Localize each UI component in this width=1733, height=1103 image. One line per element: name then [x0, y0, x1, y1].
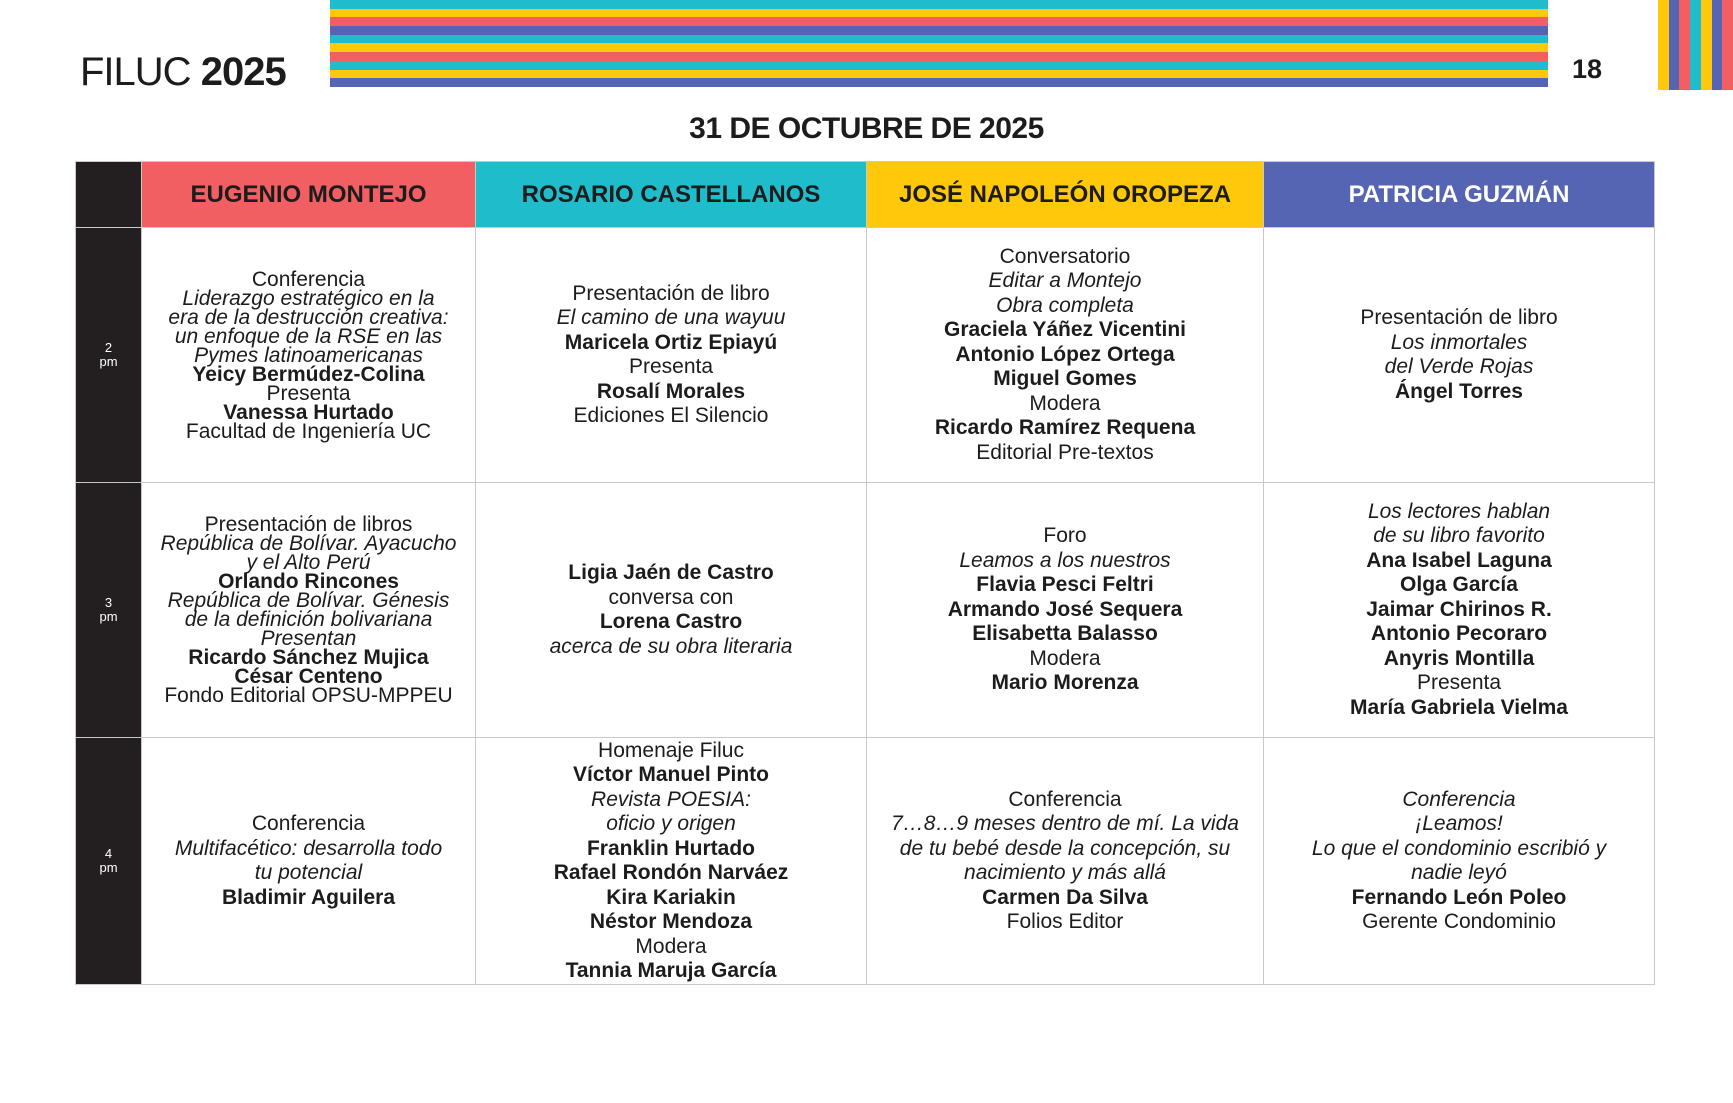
event-title-line: República de Bolívar. Ayacucho: [160, 532, 457, 555]
side-stripe: [1722, 0, 1733, 90]
event-title-line: Los inmortales: [1390, 330, 1528, 354]
event-text: conversa con: [608, 585, 734, 609]
event-text: Presentación de libro: [572, 281, 770, 305]
time-period: pm: [99, 354, 118, 369]
event-text: Modera: [635, 934, 707, 958]
event-title-line: República de Bolívar. Génesis: [167, 589, 450, 612]
event-participant: Flavia Pesci Feltri: [976, 573, 1154, 597]
event-cell: [142, 483, 476, 738]
event-title-line: Lo que el condominio escribió y: [1311, 836, 1607, 860]
event-participant: Kira Kariakin: [606, 885, 736, 909]
event-title-line: y el Alto Perú: [246, 551, 371, 574]
event-cell: [867, 738, 1264, 985]
stripe-band-line: [330, 35, 1548, 44]
event-title-line: Los lectores hablan: [1367, 499, 1551, 523]
event-text: Modera: [1029, 646, 1101, 670]
time-period: pm: [99, 609, 118, 624]
event-title-line: nadie leyó: [1411, 861, 1507, 884]
stripe-band-line: [330, 17, 1548, 26]
decorative-side-stripes: [1658, 0, 1733, 90]
event-participant: Antonio López Ortega: [955, 342, 1175, 366]
event-participant: Lorena Castro: [599, 610, 743, 633]
event-cell: [867, 483, 1264, 738]
event-title-line: Leamos a los nuestros: [959, 548, 1171, 572]
time-slot-row: [76, 228, 1655, 483]
venue-header-eugenio-montejo: EUGENIO MONTEJO: [142, 162, 476, 228]
side-stripe: [1690, 0, 1701, 90]
table-corner: [76, 162, 142, 228]
event-cell: [1264, 228, 1655, 483]
time-label: [76, 483, 142, 738]
side-stripe: [1701, 0, 1712, 90]
event-text: Foro: [1043, 524, 1087, 548]
event-participant: Maricela Ortiz Epiayú: [564, 330, 778, 354]
event-participant: Rafael Rondón Narváez: [553, 861, 789, 884]
event-participant: Néstor Mendoza: [589, 910, 753, 933]
event-text: Presentación de libros: [204, 513, 413, 536]
event-title-line: de la definición bolivariana: [184, 608, 433, 631]
event-participant: Ricardo Sánchez Mujica: [188, 646, 429, 669]
event-cell: [1264, 483, 1655, 738]
event-text: Folios Editor: [1006, 910, 1124, 933]
event-cell: [142, 228, 476, 483]
event-text: Ediciones El Silencio: [573, 404, 769, 427]
event-participant: Olga García: [1400, 573, 1518, 597]
event-participant: Ángel Torres: [1395, 379, 1523, 403]
event-title-line: era de la destrucción creativa:: [168, 305, 449, 329]
event-title-line: ¡Leamos!: [1415, 812, 1503, 835]
event-participant: Franklin Hurtado: [586, 836, 755, 860]
event-text: Editorial Pre-textos: [976, 440, 1154, 464]
event-title-line: Conferencia: [1402, 787, 1516, 811]
stripe-band-line: [330, 0, 1548, 9]
event-title-line: Presentan: [260, 627, 357, 650]
side-stripe: [1669, 0, 1680, 90]
time-label: [76, 738, 142, 985]
event-title-line: de tu bebé desde la concepción, su: [899, 836, 1231, 860]
event-title-line: Liderazgo estratégico en la: [182, 286, 435, 310]
schedule-date-title: 31 DE OCTUBRE DE 2025: [689, 112, 1044, 145]
event-text: Homenaje Filuc: [598, 738, 744, 762]
venue-header-patricia-guzman: PATRICIA GUZMÁN: [1264, 162, 1655, 228]
side-stripe: [1712, 0, 1723, 90]
stripe-band-line: [330, 52, 1548, 61]
stripe-band-line: [330, 78, 1548, 87]
event-participant: Bladimir Aguilera: [221, 885, 396, 909]
event-title-line: un enfoque de la RSE en las: [174, 324, 443, 348]
event-participant: Yeicy Bermúdez-Colina: [192, 362, 425, 386]
event-participant: María Gabriela Vielma: [1350, 695, 1568, 719]
event-text: Conversatorio: [999, 244, 1131, 268]
time-slot-row: [76, 738, 1655, 985]
stripe-band-line: [330, 26, 1548, 35]
event-text: Gerente Condominio: [1362, 910, 1556, 933]
event-text: Presenta: [1416, 671, 1502, 695]
event-text: Conferencia: [251, 267, 366, 291]
event-participant: Ricardo Ramírez Requena: [934, 416, 1196, 440]
event-title-line: Pymes latinoamericanas: [194, 343, 423, 367]
time-label: [76, 228, 142, 483]
event-cell: [867, 228, 1264, 483]
side-stripe: [1679, 0, 1690, 90]
event-participant: Rosalí Morales: [596, 379, 746, 403]
event-text: Conferencia: [1008, 787, 1122, 811]
event-cell: [476, 738, 867, 985]
event-participant: Carmen Da Silva: [982, 885, 1148, 909]
schedule-table: [75, 161, 1655, 985]
event-participant: Víctor Manuel Pinto: [572, 763, 769, 786]
event-participant: Fernando León Poleo: [1351, 885, 1567, 909]
side-stripe: [1658, 0, 1669, 90]
event-participant: Elisabetta Balasso: [972, 622, 1158, 646]
event-cell: [476, 483, 867, 738]
event-title-line: nacimiento y más allá: [964, 861, 1166, 884]
event-title-line: El camino de una wayuu: [556, 306, 786, 329]
event-cell: [476, 228, 867, 483]
venue-header-row: [76, 162, 1655, 228]
page-number: 18: [1572, 54, 1603, 84]
event-participant: Mario Morenza: [991, 671, 1139, 695]
event-text: Presenta: [628, 355, 714, 378]
event-participant: Tannia Maruja García: [565, 959, 777, 982]
event-participant: Antonio Pecoraro: [1370, 622, 1548, 646]
venue-header-jose-napoleon-oropeza: JOSÉ NAPOLEÓN OROPEZA: [867, 162, 1264, 228]
decorative-stripe-band: [330, 0, 1548, 87]
event-cell: [1264, 738, 1655, 985]
filuc-logo: [80, 50, 286, 95]
logo-text-light: FILUC: [80, 50, 191, 94]
time-hour: 2: [104, 340, 113, 355]
stripe-band-line: [330, 61, 1548, 70]
logo-text-bold: 2025: [200, 50, 286, 94]
event-participant: Ligia Jaén de Castro: [568, 561, 774, 584]
event-participant: Anyris Montilla: [1383, 646, 1535, 670]
event-title-line: Multifacético: desarrolla todo: [174, 836, 443, 860]
event-participant: Graciela Yáñez Vicentini: [943, 318, 1186, 342]
time-hour: 3: [104, 595, 113, 610]
stripe-band-line: [330, 43, 1548, 52]
event-cell: [142, 738, 476, 985]
event-participant: Jaimar Chirinos R.: [1366, 597, 1552, 621]
event-text: Modera: [1029, 391, 1101, 415]
event-participant: Vanessa Hurtado: [223, 400, 394, 424]
time-period: pm: [99, 860, 118, 875]
event-text: Facultad de Ingeniería UC: [185, 419, 432, 443]
event-title-line: de su libro favorito: [1373, 524, 1545, 548]
stripe-band-line: [330, 70, 1548, 79]
venue-header-rosario-castellanos: ROSARIO CASTELLANOS: [476, 162, 867, 228]
event-title-line: tu potencial: [254, 861, 363, 884]
event-participant: Ana Isabel Laguna: [1366, 548, 1552, 572]
event-title-line: acerca de su obra literaria: [549, 634, 793, 658]
event-participant: Orlando Rincones: [218, 570, 399, 593]
event-participant: César Centeno: [234, 665, 383, 688]
event-title-line: Editar a Montejo: [988, 269, 1142, 293]
event-text: Presenta: [266, 381, 351, 405]
stripe-band-line: [330, 9, 1548, 18]
event-participant: Armando José Sequera: [947, 597, 1183, 621]
event-text: Conferencia: [251, 812, 366, 835]
time-slot-row: [76, 483, 1655, 738]
event-text: Presentación de libro: [1360, 306, 1558, 329]
event-title-line: oficio y origen: [606, 812, 736, 835]
event-title-line: 7…8…9 meses dentro de mí. La vida: [891, 812, 1239, 835]
event-title-line: Revista POESIA:: [591, 787, 751, 811]
event-title-line: del Verde Rojas: [1384, 355, 1534, 378]
event-text: Fondo Editorial OPSU-MPPEU: [164, 684, 453, 707]
event-participant: Miguel Gomes: [993, 367, 1137, 391]
event-title-line: Obra completa: [996, 293, 1134, 317]
time-hour: 4: [104, 846, 113, 861]
